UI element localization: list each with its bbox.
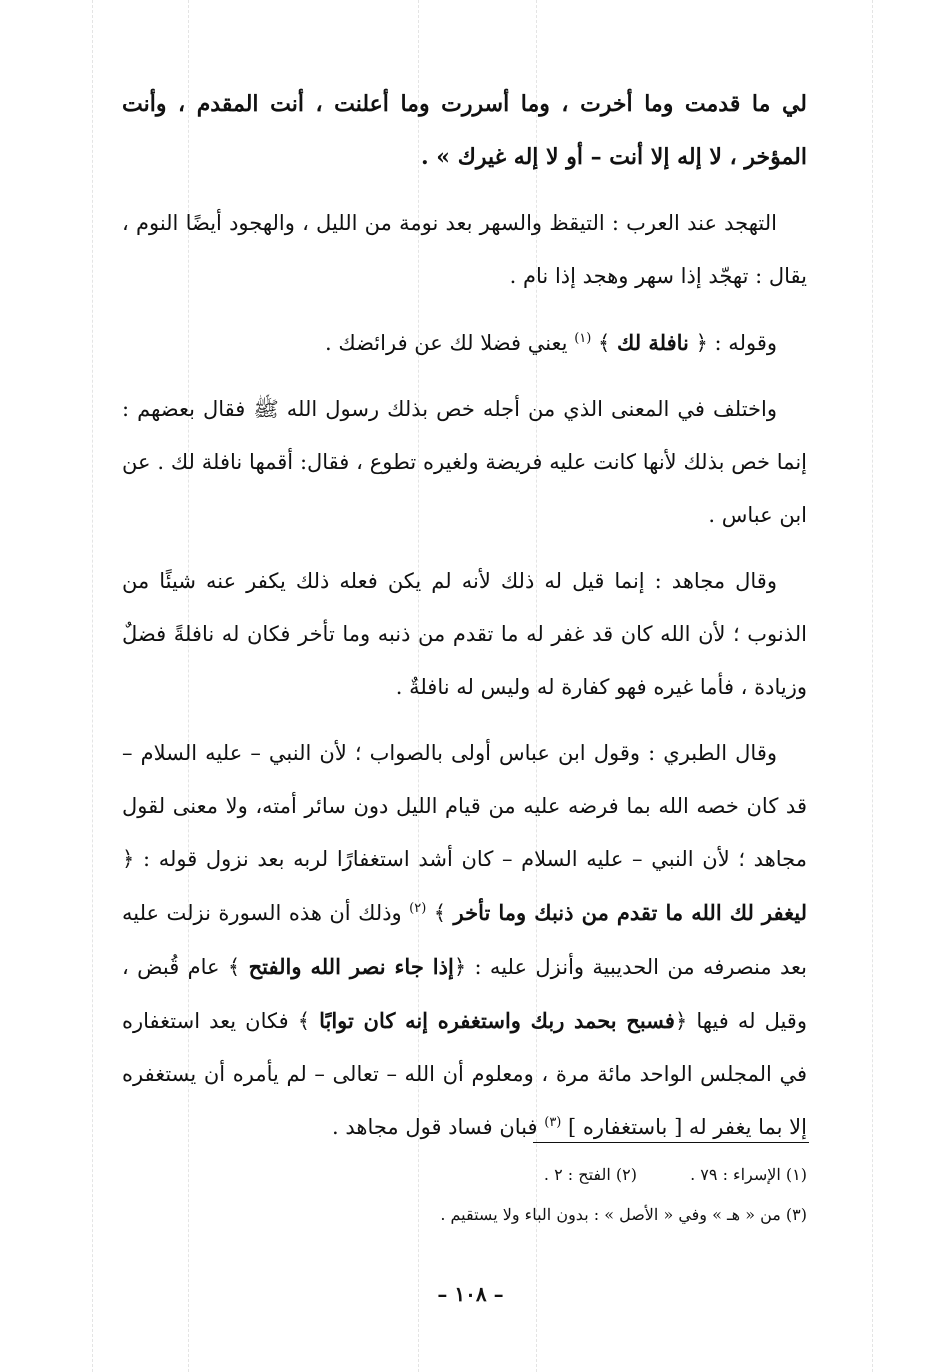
paragraph-6-part-c: وذلك أن هذه السورة نزلت عليه بعد منصرفه من الحديبية وأنزل عليه : ﴿ bbox=[122, 901, 807, 979]
footnote-ref-3: (٣) bbox=[544, 1115, 562, 1130]
paragraph-6 bbox=[122, 727, 807, 1154]
footnote-row bbox=[200, 1195, 807, 1235]
scan-guide-line bbox=[92, 0, 93, 1372]
paragraph-4: واختلف في المعنى الذي من أجله خص بذلك رسول الله ﷺ فقال بعضهم : إنما خص بذلك لأنها كانت عليه فريضة ولغيره تطوع ، فقال: أقمها نافلة لك . عن ابن عباس . bbox=[122, 397, 807, 527]
page-number: – ١٠٨ – bbox=[437, 1282, 504, 1306]
quran-quote-nasr: إذا جاء نصر الله والفتح bbox=[248, 954, 454, 979]
quran-quote-nafila: نافلة لك bbox=[617, 330, 689, 355]
paragraph-5: وقال مجاهد : إنما قيل له ذلك لأنه لم يكن فعله ذلك يكفر عنه شيئًا من الذنوب ؛ لأن الله كان قد غفر له ما تقدم من ذنبه وما تأخر فكان له نافلةً فضلٌ وزيادة ، فأما غيره فهو كفارة له وليس له نافلةٌ . bbox=[122, 569, 807, 699]
quran-quote-layaghfir: ليغفر لك الله ما تقدم من ذنبك وما تأخر bbox=[453, 900, 808, 925]
paragraph-6-part-a: وقال الطبري : وقول ابن عباس أولى بالصواب ؛ لأن النبي – عليه السلام – قد كان خصه الله بما فرضه عليه من قيام الليل دون سائر أمته، ولا معنى لقول مجاهد ؛ لأن النبي – عليه السلام – كان أشد استغفارًا لربه بعد نزول قوله : ﴿ bbox=[122, 741, 807, 871]
footnote-separator bbox=[533, 1142, 809, 1143]
paragraph-3 bbox=[122, 316, 807, 370]
footnote-3: (٣) من « هـ » وفي « الأصل » : بدون الباء ولا يستقيم . bbox=[440, 1205, 807, 1224]
paragraph-3-part-b: ﴾ bbox=[591, 331, 617, 355]
footnote-ref-2: (٢) bbox=[409, 901, 427, 916]
scan-guide-line bbox=[872, 0, 873, 1372]
footnote-1: (١) الإسراء : ٧٩ . bbox=[690, 1165, 807, 1184]
paragraph-1: لي ما قدمت وما أخرت ، وما أسررت وما أعلنت ، أنت المقدم ، وأنت المؤخر ، لا إله إلا أنت – أو لا إله غيرك » . bbox=[122, 91, 807, 170]
main-text bbox=[122, 78, 807, 1167]
footnote-2: (٢) الفتح : ٢ . bbox=[543, 1165, 637, 1184]
quran-quote-fasabbih: فسبح بحمد ربك واستغفره إنه كان توابًا bbox=[319, 1008, 675, 1033]
paragraph-6-part-f: فبان فساد قول مجاهد . bbox=[332, 1115, 545, 1139]
paragraph-3-part-c: يعني فضلا لك عن فرائضك . bbox=[325, 331, 575, 355]
footnotes bbox=[200, 1155, 807, 1235]
footnote-ref-1: (١) bbox=[574, 331, 592, 346]
paragraph-6-part-e: ﴾ فكان يعد استغفاره في المجلس الواحد مائة مرة ، ومعلوم أن الله – تعالى – لم يأمره أن يستغفره إلا بما يغفر له [ باستغفاره ] bbox=[122, 1009, 807, 1139]
footnote-row bbox=[200, 1155, 807, 1195]
paragraph-3-part-a: وقوله : ﴿ bbox=[688, 331, 777, 355]
paragraph-2: التهجد عند العرب : التيقظ والسهر بعد نومة من الليل ، والهجود أيضًا النوم ، يقال : تهجّد إذا سهر وهجد إذا نام . bbox=[122, 211, 807, 288]
paragraph-6-part-d: ﴾ عام قُبض ، وقيل له فيها ﴿ bbox=[122, 955, 807, 1033]
paragraph-6-part-b: ﴾ bbox=[426, 901, 454, 925]
